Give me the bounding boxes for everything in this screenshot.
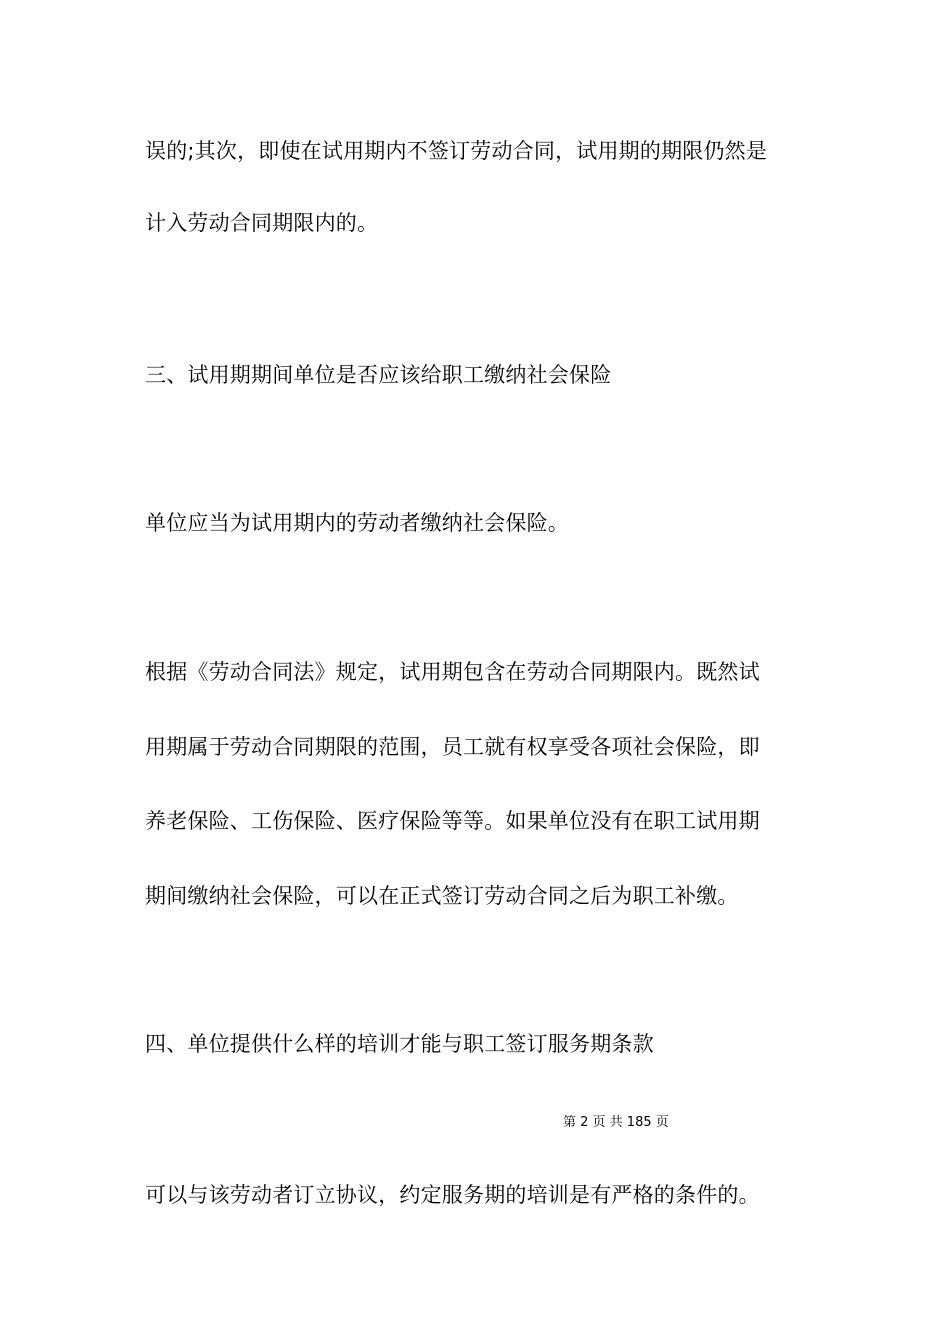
paragraph-5-line-1: 可以与该劳动者订立协议，约定服务期的培训是有严格的条件的。 bbox=[145, 1183, 760, 1207]
page-number-footer: 第 2 页 共 185 页 bbox=[563, 1115, 669, 1130]
section-heading-3: 三、试用期期间单位是否应该给职工缴纳社会保险 bbox=[145, 363, 612, 387]
section-heading-4: 四、单位提供什么样的培训才能与职工签订服务期条款 bbox=[145, 1032, 654, 1056]
paragraph-1-line-2: 计入劳动合同期限内的。 bbox=[145, 211, 379, 235]
paragraph-1-line-1: 误的;其次，即使在试用期内不签订劳动合同，试用期的期限仍然是 bbox=[145, 139, 768, 163]
paragraph-3-line-3: 养老保险、工伤保险、医疗保险等等。如果单位没有在职工试用期 bbox=[145, 809, 760, 833]
paragraph-3-line-4: 期间缴纳社会保险，可以在正式签订劳动合同之后为职工补缴。 bbox=[145, 884, 739, 908]
paragraph-3-line-2: 用期属于劳动合同期限的范围，员工就有权享受各项社会保险，即 bbox=[145, 735, 760, 759]
paragraph-3-line-1: 根据《劳动合同法》规定，试用期包含在劳动合同期限内。既然试 bbox=[145, 660, 760, 684]
paragraph-2-line-1: 单位应当为试用期内的劳动者缴纳社会保险。 bbox=[145, 511, 569, 535]
